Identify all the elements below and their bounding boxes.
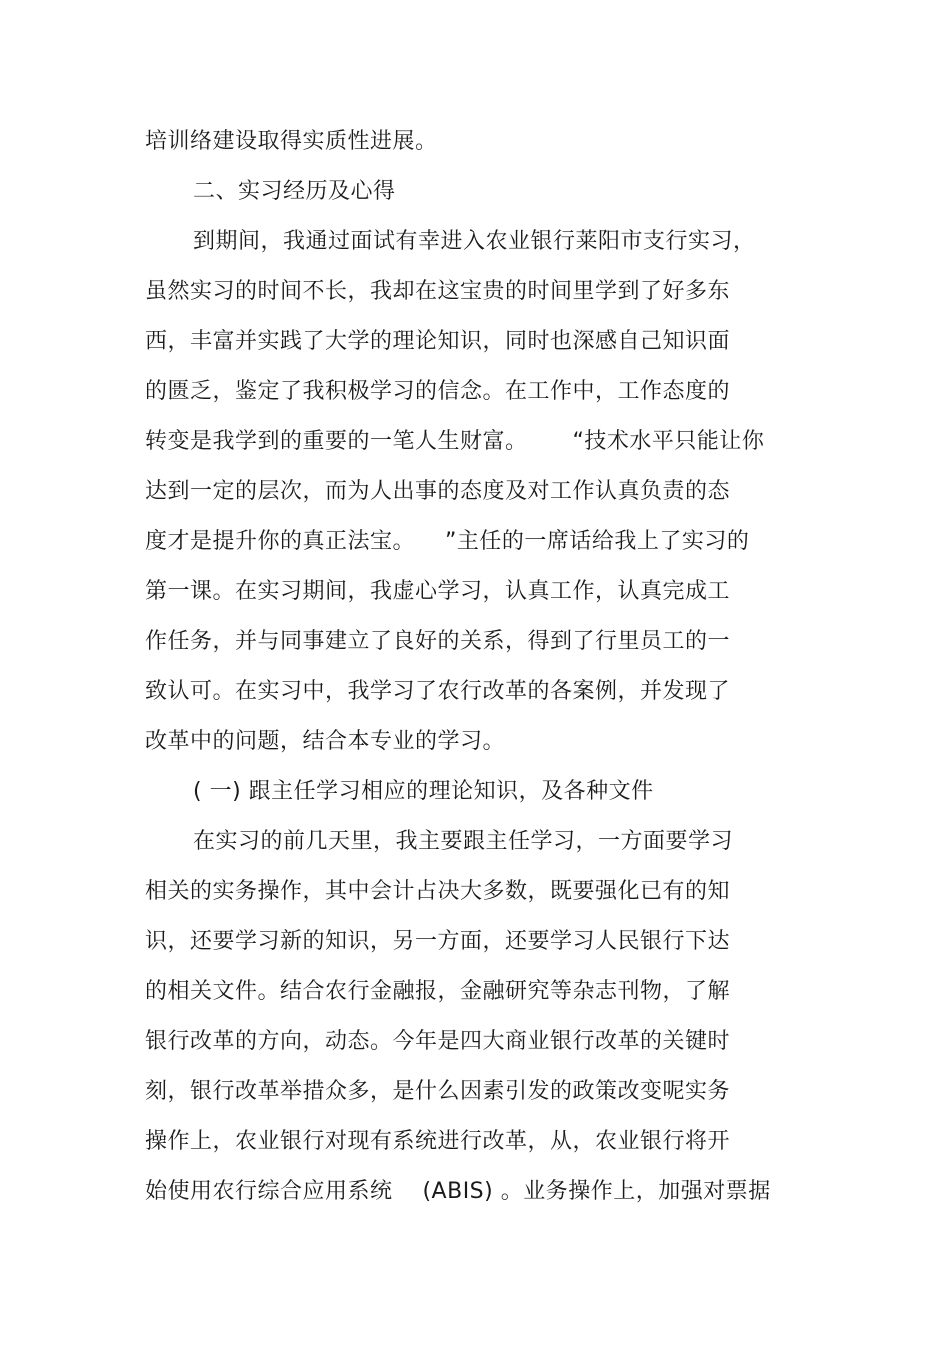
text-line: 度才是提升你的真正法宝。 ”主任的一席话给我上了实习的 (145, 529, 750, 554)
text-line: 第一课。在实习期间，我虚心学习，认真工作，认真完成工 (145, 579, 731, 604)
text-line: 识，还要学习新的知识，另一方面，还要学习人民银行下达 (145, 929, 731, 954)
text-line: 达到一定的层次，而为人出事的态度及对工作认真负责的态 (145, 479, 731, 504)
text-line: 到期间，我通过面试有幸进入农业银行莱阳市支行实习， (193, 229, 756, 254)
text-line: 操作上，农业银行对现有系统进行改革，从，农业银行将开 (145, 1129, 731, 1154)
text-line: 致认可。在实习中，我学习了农行改革的各案例，并发现了 (145, 679, 731, 704)
text-line: 相关的实务操作，其中会计占决大多数，既要强化已有的知 (145, 879, 731, 904)
section-heading: 二、实习经历及心得 (193, 179, 396, 204)
text-line: 的匮乏，鉴定了我积极学习的信念。在工作中，工作态度的 (145, 379, 731, 404)
text-line: 虽然实习的时间不长，我却在这宝贵的时间里学到了好多东 (145, 279, 731, 304)
text-line: 始使用农行综合应用系统 (ABIS) 。业务操作上，加强对票据 (145, 1179, 771, 1204)
text-line: 刻，银行改革举措众多，是什么因素引发的政策改变呢实务 (145, 1079, 731, 1104)
subsection-heading: ( 一) 跟主任学习相应的理论知识，及各种文件 (193, 779, 654, 804)
text-line: 培训络建设取得实质性进展。 (145, 129, 438, 154)
text-line: 银行改革的方向，动态。今年是四大商业银行改革的关键时 (145, 1029, 731, 1054)
text-line: 作任务，并与同事建立了良好的关系，得到了行里员工的一 (145, 629, 731, 654)
text-line: 改革中的问题，结合本专业的学习。 (145, 729, 506, 754)
text-line: 西，丰富并实践了大学的理论知识，同时也深感自己知识面 (145, 329, 731, 354)
text-line: 的相关文件。结合农行金融报，金融研究等杂志刊物，了解 (145, 979, 731, 1004)
text-line: 转变是我学到的重要的一笔人生财富。 “技术水平只能让你 (145, 429, 765, 454)
text-line: 在实习的前几天里，我主要跟主任学习，一方面要学习 (193, 829, 734, 854)
